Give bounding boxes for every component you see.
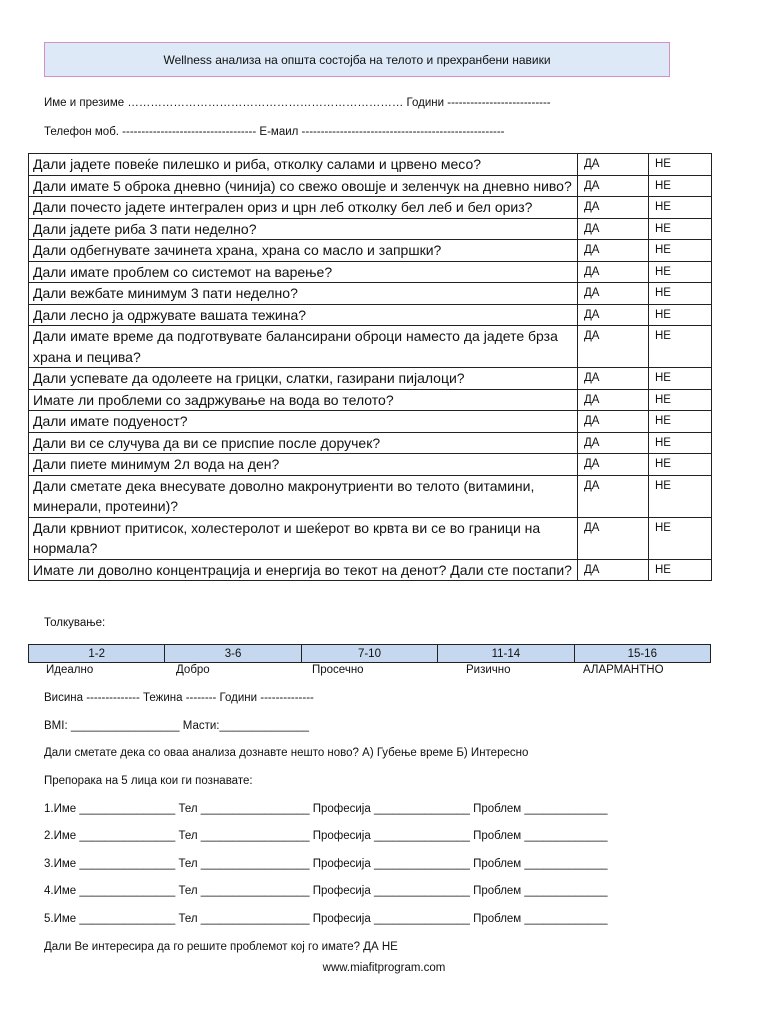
recommend-label: Препорака на 5 лица кои ги познавате: [44,775,253,787]
answer-no[interactable]: НЕ [649,475,712,517]
score-range: 3-6 [165,645,301,663]
question-row [29,197,712,219]
question-row [29,218,712,240]
question-text: Дали сметате дека внесувате доволно макронутриенти во телото (витамини, минерали, протеини)? [29,475,578,517]
answer-no[interactable]: НЕ [649,197,712,219]
category-alarming: АЛАРМАНТНО [583,664,664,676]
category-risky: Ризично [466,664,511,676]
question-text: Дали имате време да подготвувате балансирани оброци наместо да јадете брза храна и пецива? [29,326,578,368]
question-row [29,389,712,411]
answer-yes[interactable]: ДА [578,261,649,283]
phone-email-field[interactable]: Телефон моб. ----------------------------------- Е-маил ----------------------------------------------------- [44,126,505,138]
answer-no[interactable]: НЕ [649,240,712,262]
answer-yes[interactable]: ДА [578,154,649,176]
website-link[interactable]: www.miafitprogram.com [322,962,446,974]
referral-row[interactable]: 2.Име _______________ Тел _________________ Професија _______________ Проблем _____________ [44,830,608,842]
name-age-field[interactable]: Име и презиме ……………………………………………………………… Години --------------------------- [44,97,551,109]
question-row [29,304,712,326]
answer-yes[interactable]: ДА [578,559,649,581]
title-text: Wellness анализа на општа состојба на телото и прехранбени навики [163,52,551,67]
answer-yes[interactable]: ДА [578,475,649,517]
answer-no[interactable]: НЕ [649,304,712,326]
question-text: Дали одбегнувате зачинета храна, храна со масло и запршки? [29,240,578,262]
answer-yes[interactable]: ДА [578,304,649,326]
analysis-feedback-question[interactable]: Дали сметате дека со оваа анализа дознавте нешто ново? А) Губење време Б) Интересно [44,747,529,759]
question-row [29,411,712,433]
category-ideal: Идеално [46,664,94,676]
score-range: 11-14 [438,645,574,663]
question-row [29,368,712,390]
category-average: Просечно [312,664,364,676]
question-text: Дали пиете минимум 2л вода на ден? [29,454,578,476]
measurements-field[interactable]: Висина -------------- Тежина -------- Години -------------- [44,692,314,704]
score-range: 7-10 [301,645,437,663]
question-text: Дали имате проблем со системот на варење? [29,261,578,283]
answer-yes[interactable]: ДА [578,411,649,433]
answer-no[interactable]: НЕ [649,454,712,476]
score-range-table [28,644,711,663]
interpretation-label: Толкување: [44,617,106,629]
answer-no[interactable]: НЕ [649,389,712,411]
answer-no[interactable]: НЕ [649,517,712,559]
question-text: Дали јадете повеќе пилешко и риба, отколку салами и црвено месо? [29,154,578,176]
page-title [44,42,670,77]
question-row [29,283,712,305]
question-row [29,175,712,197]
question-row [29,432,712,454]
answer-no[interactable]: НЕ [649,261,712,283]
answer-yes[interactable]: ДА [578,454,649,476]
closing-question[interactable]: Дали Ве интересира да го решите проблемот кој го имате? ДА НЕ [44,941,398,953]
referral-row[interactable]: 4.Име _______________ Тел _________________ Професија _______________ Проблем _____________ [44,885,608,897]
question-text: Дали вежбате минимум 3 пати неделно? [29,283,578,305]
question-text: Дали лесно ја одржувате вашата тежина? [29,304,578,326]
answer-yes[interactable]: ДА [578,517,649,559]
question-text: Дали имате подуеност? [29,411,578,433]
question-text: Дали крвниот притисок, холестеролот и шеќерот во крвта ви се во граници на нормала? [29,517,578,559]
question-text: Дали почесто јадете интегрален ориз и црн леб отколку бел леб и бел ориз? [29,197,578,219]
answer-yes[interactable]: ДА [578,368,649,390]
answer-no[interactable]: НЕ [649,559,712,581]
answer-no[interactable]: НЕ [649,411,712,433]
answer-yes[interactable]: ДА [578,432,649,454]
answer-no[interactable]: НЕ [649,368,712,390]
answer-yes[interactable]: ДА [578,175,649,197]
question-row [29,559,712,581]
question-row [29,326,712,368]
answer-yes[interactable]: ДА [578,389,649,411]
answer-no[interactable]: НЕ [649,154,712,176]
question-text: Дали ви се случува да ви се приспие после доручек? [29,432,578,454]
question-row [29,240,712,262]
answer-no[interactable]: НЕ [649,175,712,197]
referral-row[interactable]: 3.Име _______________ Тел _________________ Професија _______________ Проблем _____________ [44,858,608,870]
answer-yes[interactable]: ДА [578,218,649,240]
score-range: 15-16 [574,645,710,663]
question-text: Дали јадете риба 3 пати неделно? [29,218,578,240]
score-range: 1-2 [29,645,165,663]
question-text: Имате ли проблеми со задржување на вода во телото? [29,389,578,411]
question-text: Дали имате 5 оброка дневно (чинија) со свежо овошје и зеленчук на дневно ниво? [29,175,578,197]
question-row [29,261,712,283]
question-text: Дали успевате да одолеете на грицки, слатки, газирани пијалоци? [29,368,578,390]
referral-row[interactable]: 5.Име _______________ Тел _________________ Професија _______________ Проблем _____________ [44,913,608,925]
referral-row[interactable]: 1.Име _______________ Тел _________________ Професија _______________ Проблем _____________ [44,803,608,815]
answer-no[interactable]: НЕ [649,283,712,305]
answer-no[interactable]: НЕ [649,432,712,454]
question-row [29,454,712,476]
question-row [29,517,712,559]
category-good: Добро [176,664,210,676]
answer-yes[interactable]: ДА [578,240,649,262]
question-text: Имате ли доволно концентрација и енергија во текот на денот? Дали сте постапи? [29,559,578,581]
bmi-field[interactable]: BMI: _________________ Масти:______________ [44,720,310,732]
answer-yes[interactable]: ДА [578,326,649,368]
answer-no[interactable]: НЕ [649,326,712,368]
question-row [29,475,712,517]
answer-no[interactable]: НЕ [649,218,712,240]
answer-yes[interactable]: ДА [578,197,649,219]
questionnaire-table [28,153,712,581]
answer-yes[interactable]: ДА [578,283,649,305]
question-row [29,154,712,176]
